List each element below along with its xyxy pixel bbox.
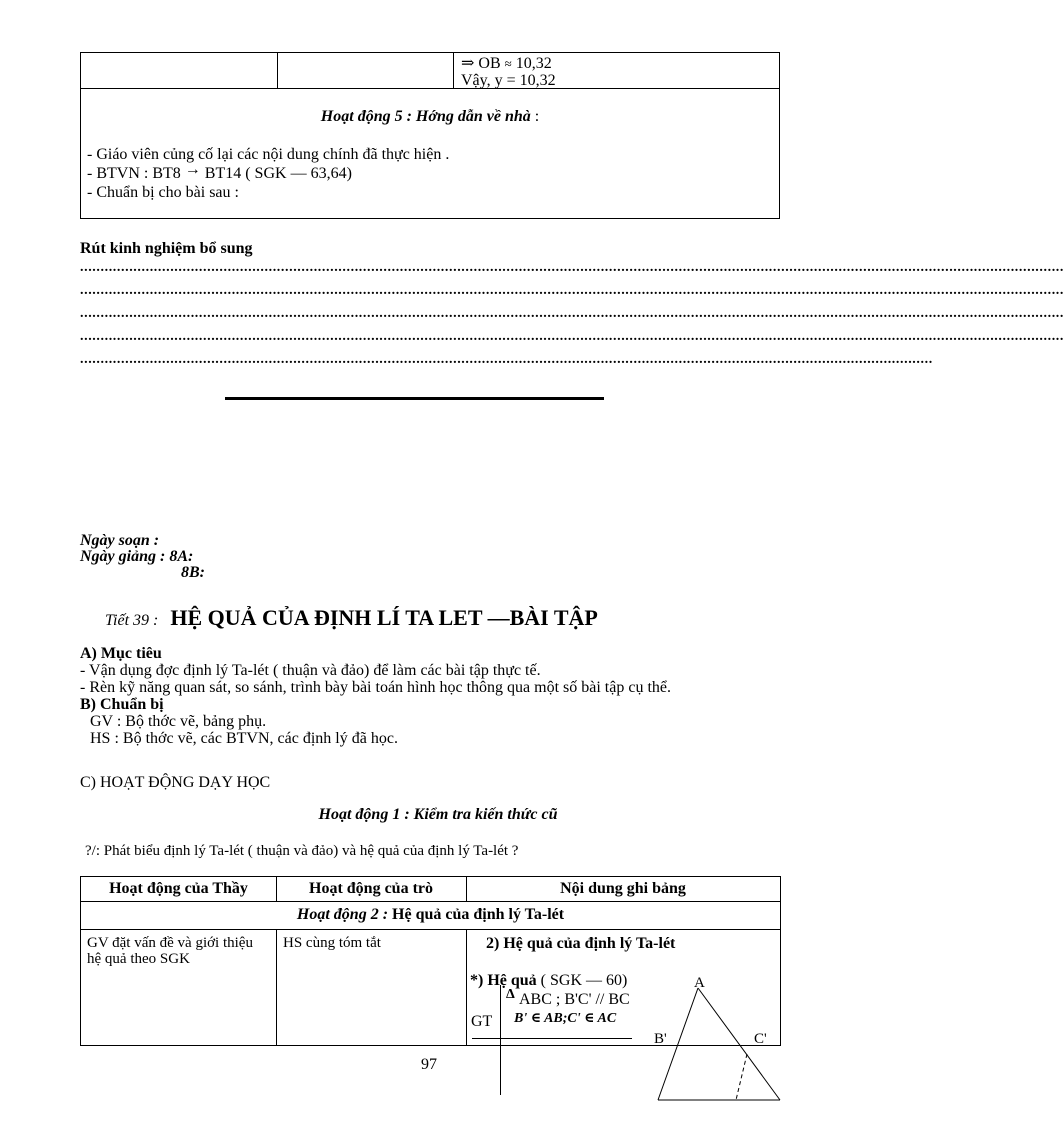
gt-label: GT: [471, 1013, 493, 1030]
header-content: Nội dung ghi bảng: [560, 880, 686, 897]
ob-value: 10,32: [515, 55, 552, 72]
objective-line: - Vận dụng đợc định lý Ta-lét ( thuận và đảo) để làm các bài tập thực tế.: [80, 662, 541, 679]
corollary-line: *) Hệ quả ( SGK — 60): [470, 972, 628, 989]
review-dots-line: ................................................................................................................................................................................................................................................: [80, 283, 1064, 298]
label-a: A: [694, 975, 705, 991]
gt-vertical-rule: [500, 985, 501, 1095]
objectives-heading: A) Mục tiêu: [80, 645, 162, 662]
label-b-prime: B': [654, 1031, 667, 1047]
review-dots-line: ................................................................................................................................................................................................................................................: [80, 329, 1064, 344]
teacher-cell: GV đặt vấn đề và giới thiệu hệ quả theo SGK: [87, 935, 253, 967]
header-student: Hoạt động của trò: [309, 880, 433, 897]
ob-formula: ⇒ OB: [461, 55, 501, 72]
given-line1: ABC ; B'C' // BC: [519, 991, 630, 1008]
header-teacher: Hoạt động của Thầy: [109, 880, 248, 897]
lesson-title: HỆ QUẢ CỦA ĐỊNH LÍ TA LET —BÀI TẬP: [170, 605, 598, 630]
triangle-icon: Δ: [506, 987, 515, 1002]
given-line2: B' ∈ AB;C' ∈ AC: [514, 1011, 617, 1026]
page-number: 97: [421, 1056, 437, 1073]
label-c-prime: C': [754, 1031, 767, 1047]
review-heading: Rút kinh nghiệm bổ sung: [80, 240, 253, 257]
gt-horizontal-rule: [472, 1038, 632, 1039]
content-heading: 2) Hệ quả của định lý Ta-lét: [486, 935, 676, 952]
row-divider: [81, 929, 780, 930]
column-divider: [466, 929, 467, 1045]
activities-heading: C) HOẠT ĐỘNG DẠY HỌC: [80, 774, 271, 791]
column-divider: [277, 53, 278, 88]
right-arrow-icon: →: [184, 161, 201, 178]
preparation-gv: GV : Bộ thớc vẽ, bảng phụ.: [90, 713, 267, 730]
activity1-title: Hoạt động 1 : Kiểm tra kiến thức cũ: [318, 806, 558, 823]
objective-line: - Rèn kỹ năng quan sát, so sánh, trình bày bài toán hình học thông qua một số bài tập cụ thể.: [80, 679, 671, 696]
preparation-heading: B) Chuẩn bị: [80, 696, 164, 713]
activity5-line: - Chuẩn bị cho bài sau :: [87, 184, 239, 201]
activity2-title: Hoạt động 2 : Hệ quả của định lý Ta-lét: [296, 906, 565, 923]
period-label: Tiết 39 :: [105, 612, 159, 629]
activity5-list: [87, 145, 449, 202]
activity5-line: - BTVN : BT8 → BT14 ( SGK — 63,64): [87, 161, 352, 182]
review-dots-line: ................................................................................................................................................................................................................: [80, 352, 933, 367]
class-8b-label: 8B:: [181, 564, 205, 581]
review-question: ?/: Phát biểu định lý Ta-lét ( thuận và đảo) và hệ quả của định lý Ta-lét ?: [85, 843, 519, 859]
review-dots-line: ................................................................................................................................................................................................................................................: [80, 260, 1064, 275]
dashed-segment: [736, 1054, 747, 1100]
section-divider: [225, 397, 604, 400]
activity5-line: - Giáo viên củng cố lại các nội dung chính đã thực hiện .: [87, 146, 450, 163]
activity5-box: [80, 88, 780, 219]
objectives-section: [80, 645, 671, 747]
top-table-content-cell: [461, 55, 556, 89]
prep-date-label: Ngày soạn :: [80, 532, 160, 549]
side-ac: [698, 988, 780, 1100]
activity5-title: Hoạt động 5 : Hớng dẫn về nhà :: [320, 108, 540, 125]
preparation-hs: HS : Bộ thớc vẽ, các BTVN, các định lý đã học.: [90, 730, 398, 747]
column-divider: [276, 929, 277, 1045]
y-conclusion: Vậy, y = 10,32: [461, 72, 556, 89]
student-cell: HS cùng tóm tắt: [283, 935, 381, 951]
column-divider: [453, 53, 454, 88]
teach-date-label: Ngày giảng : 8A:: [80, 548, 194, 565]
schedule-block: [80, 533, 205, 581]
review-dots-line: ................................................................................................................................................................................................................................................: [80, 306, 1064, 321]
top-table-row: [80, 52, 780, 88]
triangle-figure: [640, 970, 800, 1110]
lesson-title-row: [105, 605, 598, 631]
row-divider: [81, 901, 780, 902]
approx-symbol: ≈: [504, 56, 512, 71]
